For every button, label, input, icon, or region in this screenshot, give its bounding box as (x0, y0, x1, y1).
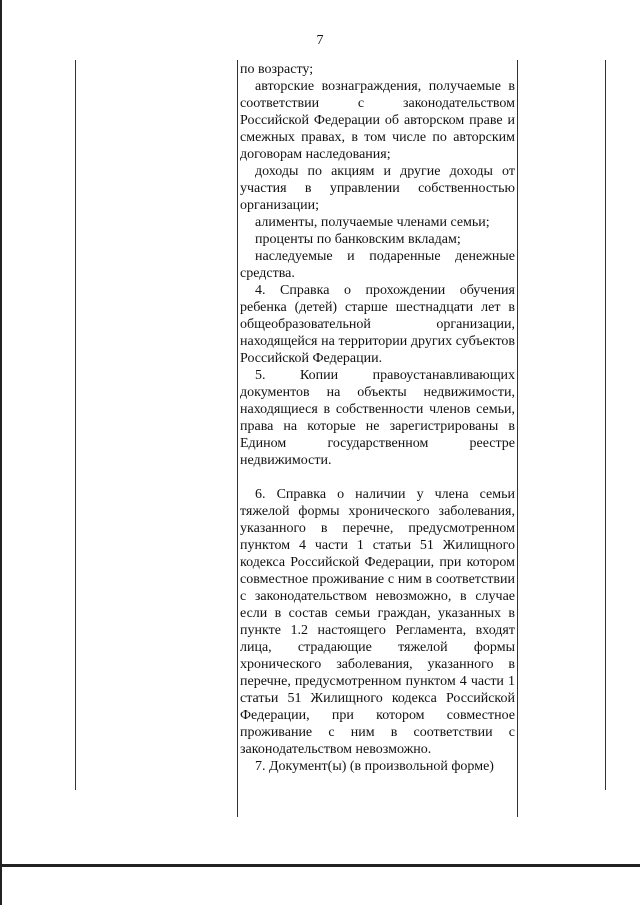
paragraph-item-6: 6. Справка о наличии у члена семьи тяжелой формы хронического заболевания, указанного в перечне, предусмотренном пунктом 4 части 1 статьи 51 Жилищного кодекса Российской Федерации, при котором совместное проживание с ним в соответствии с законодательством невозможно, в случае если в состав семьи граждан, указанных в пункте 1.2 настоящего Регламента, входят лица, страдающие тяжелой формы хронического заболевания, указанного в перечне, предусмотренном пунктом 4 части 1 статьи 51 Жилищного кодекса Российской Федерации, при котором совместное проживание с ним в соответствии с законодательством невозможно. (240, 487, 515, 757)
table-border-left (75, 60, 76, 790)
table-border-col-end (517, 60, 518, 817)
table-border-col-start (237, 60, 238, 817)
paragraph: наследуемые и подаренные денежные средства. (240, 249, 515, 281)
scan-bottom-bar (0, 864, 640, 867)
document-text-column (240, 61, 515, 775)
paragraph: доходы по акциям и другие доходы от участия в управлении собственностью организации; (240, 164, 515, 213)
paragraph-item-5: 5. Копии правоустанавливающих документов на объекты недвижимости, находящиеся в собственности членов семьи, права на которые не зарегистрированы в Едином государственном реестре недвижимости. (240, 368, 515, 468)
table-border-right (605, 60, 606, 790)
paragraph: проценты по банковским вкладам; (255, 232, 461, 247)
page-number: 7 (316, 33, 324, 48)
paragraph: по возрасту; (240, 62, 314, 77)
scan-left-edge (0, 0, 2, 905)
paragraph-item-7: 7. Документ(ы) (в произвольной форме) (255, 759, 494, 774)
paragraph-item-4: 4. Справка о прохождении обучения ребенка (детей) старше шестнадцати лет в общеобразовательной организации, находящейся на территории других субъектов Российской Федерации. (240, 283, 515, 366)
paragraph: алименты, получаемые членами семьи; (255, 215, 490, 230)
paragraph: авторские вознаграждения, получаемые в соответствии с законодательством Российской Федерации об авторском праве и смежных правах, в том числе по авторским договорам наследования; (240, 79, 515, 162)
